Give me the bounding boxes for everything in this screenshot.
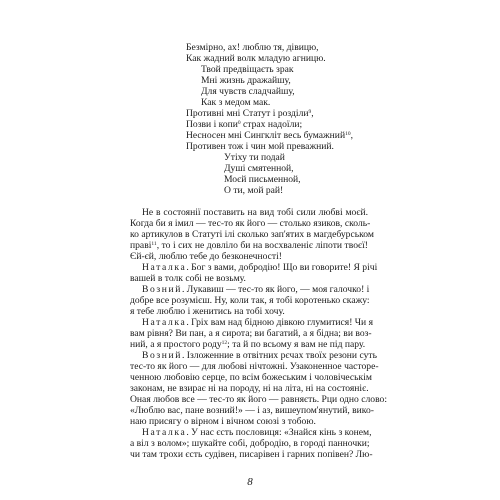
text-line: а віл з волом»; шукайте собі, добродію, в городі панночки; <box>130 438 370 449</box>
text-line: ко артикулов в Статуті ілі сколько зап'ятих в магдебурськом <box>130 229 374 240</box>
text-line: Наталка. Бог з вами, добродію! Що ви говорите! Я річі <box>142 262 378 273</box>
speaker-name: Возний <box>142 284 182 295</box>
text-line: наю присягу о вірном і вічном союзі з тобою. <box>130 416 316 427</box>
paragraph <box>130 207 374 262</box>
text-line: Возний. Ізложенние в отвітних рєчах твоїх резони суть <box>142 350 377 361</box>
paragraph <box>130 427 373 460</box>
text-line: праві$^{11}$, то і сих не довліло би на восхваленіє ліпоти твоєї! <box>130 240 368 251</box>
dialogue-text <box>130 207 387 460</box>
verse-line: Мні жизнь дражайшу, <box>201 75 291 86</box>
text-line: законам, не взирає ні на породу, ні на літа, ні на состояніє. <box>130 383 369 394</box>
text-line: чи там трохи єсть судівен, писарівен і гарних попівен? Лю- <box>130 449 373 460</box>
text-line: Єй-єй, люблю тебе до безконечності! <box>130 251 282 262</box>
verse-line: Как жадний волк младую агницю. <box>186 53 326 64</box>
paragraph <box>130 350 387 427</box>
text-line: Оная любов все — тес-то як його — равняєть. Рци одно слово: <box>130 394 387 405</box>
verse-line: Для чувств сладчайшу, <box>201 86 295 97</box>
paragraph <box>130 262 378 284</box>
text-line: Не в состоянії поставить на вид тобі сили любві моєй. <box>142 207 368 218</box>
paragraph <box>130 284 368 317</box>
speaker-name: Наталка <box>142 262 187 273</box>
verse-line: Как з медом мак. <box>201 97 271 108</box>
footnote-marker: 12 <box>221 340 228 346</box>
poem-verse <box>186 42 353 196</box>
verse-line: Твой предвіщаєть зрак <box>201 64 294 75</box>
speaker-name: Наталка <box>142 427 187 438</box>
verse-line: Душі смятенной, <box>224 163 294 174</box>
verse-line: Противні мні Статут і розділи$^9$, <box>186 108 314 119</box>
text-line: Возний. Лукавиш — тес-то як його, — моя галочко! і <box>142 284 370 295</box>
text-line: я тебе люблю і женитись на тобі хочу. <box>130 306 285 317</box>
text-line: тес-то як його — для любові нічтожні. Узаконенное часторе- <box>130 361 379 372</box>
page-number: 8 <box>247 476 253 488</box>
text-line: вам рівня? Ви пан, а я сирота; ви багатий, а я бідна; ви воз- <box>130 328 372 339</box>
text-line: вашей в толк собі не возьму. <box>130 273 246 284</box>
verse-line: О ти, мой рай! <box>224 185 284 196</box>
verse-line: Противен тож і чин мой преважний. <box>186 141 334 152</box>
text-line: ченною любовію серце, по всім божеським і чоловічеськім <box>130 372 372 383</box>
text-line: Наталка. У нас єсть пословиця: «Знайся кінь з конем, <box>142 427 372 438</box>
text-line: «Люблю вас, пане возний!» — і аз, вишеупом'янутий, вико- <box>130 405 374 416</box>
verse-line: Утіху ти подай <box>224 152 285 163</box>
text-line: Когда би я імил — тес-то як його — столько язиков, сколь- <box>130 218 371 229</box>
speaker-name: Наталка <box>142 317 187 328</box>
text-line: добре все розумієш. Ну, коли так, я тобі коротенько скажу: <box>130 295 370 306</box>
text-line: ний, а я простого роду$^{12}$; та й по всьому я вам не під пару. <box>130 339 366 350</box>
paragraph <box>130 317 373 350</box>
footnote-marker: 11 <box>151 241 157 247</box>
verse-line: Моєй письменной, <box>224 174 301 185</box>
verse-line: Позви і копи$^0$ страх надоїли; <box>186 119 303 130</box>
text-line: Наталка. Гріх вам над бідною дівкою глумитися! Чи я <box>142 317 373 328</box>
verse-line: Безмірно, ах! люблю тя, дівицю, <box>186 42 319 53</box>
speaker-name: Возний <box>142 350 182 361</box>
verse-line: Несносен мні Сингкліт весь бумажний$^{10}$, <box>186 130 353 141</box>
